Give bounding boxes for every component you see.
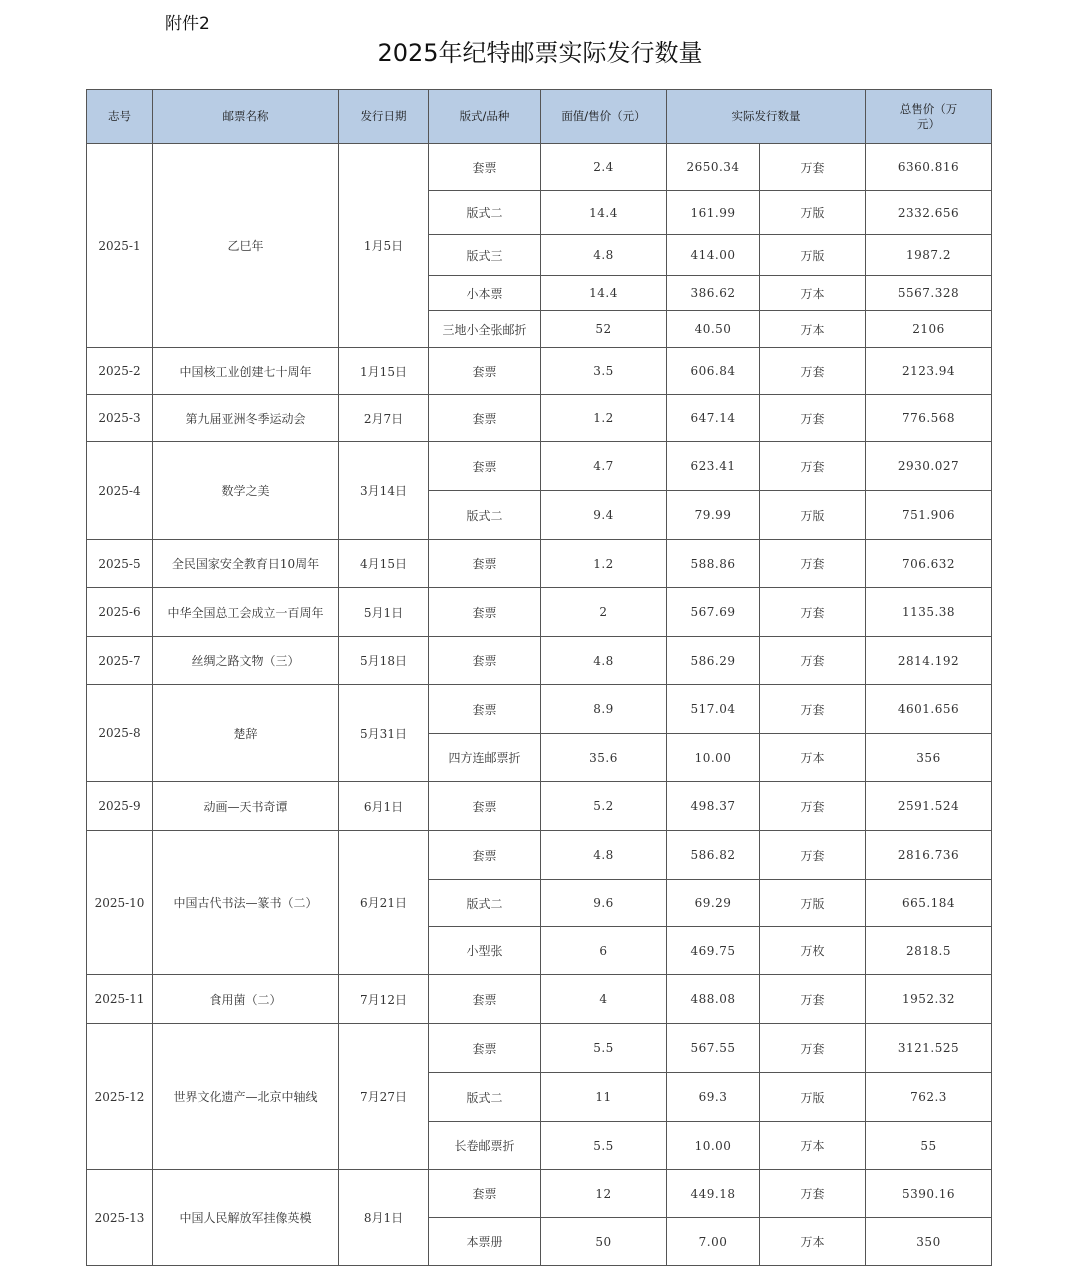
price-cell: 2 [541,588,667,637]
format-cell: 套票 [429,1024,541,1073]
format-cell: 四方连邮票折 [429,734,541,782]
format-cell: 套票 [429,685,541,734]
format-cell: 套票 [429,442,541,491]
stamp-name-cell: 数学之美 [153,442,339,540]
quantity-cell: 40.50 [667,311,760,348]
unit-cell: 万套 [760,442,866,491]
issue-date-cell: 5月1日 [339,588,429,637]
table-row [87,395,992,442]
quantity-cell: 69.29 [667,880,760,927]
format-cell: 版式三 [429,235,541,276]
format-cell: 版式二 [429,491,541,540]
format-cell: 长卷邮票折 [429,1122,541,1170]
total-cell: 2106 [866,311,992,348]
price-cell: 9.4 [541,491,667,540]
unit-cell: 万套 [760,348,866,395]
quantity-cell: 588.86 [667,540,760,588]
stamp-id-cell: 2025-4 [87,442,153,540]
format-cell: 三地小全张邮折 [429,311,541,348]
quantity-cell: 69.3 [667,1073,760,1122]
table-row [87,540,992,588]
price-cell: 14.4 [541,276,667,311]
format-cell: 小型张 [429,927,541,975]
stamp-name-cell: 乙巳年 [153,144,339,348]
format-cell: 小本票 [429,276,541,311]
table-row [87,442,992,491]
unit-cell: 万套 [760,685,866,734]
format-cell: 套票 [429,588,541,637]
format-cell: 版式二 [429,191,541,235]
unit-cell: 万套 [760,782,866,831]
header-date: 发行日期 [339,90,429,144]
total-cell: 2930.027 [866,442,992,491]
price-cell: 5.5 [541,1024,667,1073]
table-row [87,1024,992,1073]
issue-date-cell: 4月15日 [339,540,429,588]
table-row [87,975,992,1024]
stamp-name-cell: 楚辞 [153,685,339,782]
total-cell: 2123.94 [866,348,992,395]
quantity-cell: 567.55 [667,1024,760,1073]
unit-cell: 万枚 [760,927,866,975]
price-cell: 11 [541,1073,667,1122]
stamp-id-cell: 2025-7 [87,637,153,685]
header-id: 志号 [87,90,153,144]
quantity-cell: 10.00 [667,1122,760,1170]
quantity-cell: 586.29 [667,637,760,685]
quantity-cell: 469.75 [667,927,760,975]
issue-date-cell: 7月27日 [339,1024,429,1170]
stamp-id-cell: 2025-1 [87,144,153,348]
issue-date-cell: 8月1日 [339,1170,429,1266]
price-cell: 4.8 [541,235,667,276]
table-row [87,637,992,685]
stamp-id-cell: 2025-10 [87,831,153,975]
stamp-id-cell: 2025-5 [87,540,153,588]
quantity-cell: 488.08 [667,975,760,1024]
quantity-cell: 7.00 [667,1218,760,1266]
issue-date-cell: 1月15日 [339,348,429,395]
stamp-id-cell: 2025-9 [87,782,153,831]
quantity-cell: 161.99 [667,191,760,235]
total-cell: 356 [866,734,992,782]
price-cell: 9.6 [541,880,667,927]
table-row [87,588,992,637]
stamp-name-cell: 丝绸之路文物（三） [153,637,339,685]
total-cell: 5567.328 [866,276,992,311]
stamp-id-cell: 2025-3 [87,395,153,442]
format-cell: 套票 [429,782,541,831]
total-cell: 55 [866,1122,992,1170]
quantity-cell: 386.62 [667,276,760,311]
stamp-issue-table [86,89,992,1266]
issue-date-cell: 5月31日 [339,685,429,782]
unit-cell: 万套 [760,1170,866,1218]
issue-date-cell: 5月18日 [339,637,429,685]
quantity-cell: 647.14 [667,395,760,442]
price-cell: 4.8 [541,831,667,880]
price-cell: 5.2 [541,782,667,831]
stamp-name-cell: 中华全国总工会成立一百周年 [153,588,339,637]
price-cell: 12 [541,1170,667,1218]
format-cell: 套票 [429,975,541,1024]
stamp-id-cell: 2025-12 [87,1024,153,1170]
quantity-cell: 606.84 [667,348,760,395]
issue-date-cell: 1月5日 [339,144,429,348]
format-cell: 套票 [429,348,541,395]
stamp-name-cell: 中国人民解放军挂像英模 [153,1170,339,1266]
quantity-cell: 449.18 [667,1170,760,1218]
price-cell: 4 [541,975,667,1024]
price-cell: 8.9 [541,685,667,734]
total-cell: 706.632 [866,540,992,588]
unit-cell: 万套 [760,975,866,1024]
page-title: 2025年纪特邮票实际发行数量 [377,39,703,67]
price-cell: 2.4 [541,144,667,191]
stamp-id-cell: 2025-6 [87,588,153,637]
header-total [866,90,992,144]
quantity-cell: 414.00 [667,235,760,276]
format-cell: 版式二 [429,880,541,927]
unit-cell: 万套 [760,588,866,637]
issue-date-cell: 7月12日 [339,975,429,1024]
stamp-id-cell: 2025-8 [87,685,153,782]
price-cell: 1.2 [541,540,667,588]
price-cell: 6 [541,927,667,975]
stamp-name-cell: 世界文化遗产—北京中轴线 [153,1024,339,1170]
price-cell: 3.5 [541,348,667,395]
price-cell: 14.4 [541,191,667,235]
unit-cell: 万本 [760,734,866,782]
table-row [87,144,992,191]
total-cell: 2816.736 [866,831,992,880]
table-row [87,782,992,831]
unit-cell: 万套 [760,144,866,191]
header-name: 邮票名称 [153,90,339,144]
price-cell: 4.7 [541,442,667,491]
stamp-name-cell: 第九届亚洲冬季运动会 [153,395,339,442]
total-cell: 1952.32 [866,975,992,1024]
table-row [87,831,992,880]
issue-date-cell: 3月14日 [339,442,429,540]
table-row [87,1170,992,1218]
price-cell: 5.5 [541,1122,667,1170]
quantity-cell: 2650.34 [667,144,760,191]
unit-cell: 万套 [760,831,866,880]
total-cell: 4601.656 [866,685,992,734]
format-cell: 套票 [429,637,541,685]
unit-cell: 万版 [760,191,866,235]
total-cell: 2591.524 [866,782,992,831]
issue-date-cell: 6月1日 [339,782,429,831]
format-cell: 套票 [429,395,541,442]
unit-cell: 万版 [760,1073,866,1122]
unit-cell: 万版 [760,880,866,927]
stamp-id-cell: 2025-2 [87,348,153,395]
issue-date-cell: 2月7日 [339,395,429,442]
price-cell: 1.2 [541,395,667,442]
header-quantity: 实际发行数量 [667,90,866,144]
total-cell: 1987.2 [866,235,992,276]
total-cell: 762.3 [866,1073,992,1122]
quantity-cell: 498.37 [667,782,760,831]
format-cell: 本票册 [429,1218,541,1266]
quantity-cell: 517.04 [667,685,760,734]
format-cell: 套票 [429,831,541,880]
attachment-label: 附件2 [165,14,210,34]
price-cell: 35.6 [541,734,667,782]
total-cell: 2332.656 [866,191,992,235]
unit-cell: 万套 [760,637,866,685]
price-cell: 52 [541,311,667,348]
unit-cell: 万版 [760,491,866,540]
table-row [87,348,992,395]
issue-date-cell: 6月21日 [339,831,429,975]
total-cell: 5390.16 [866,1170,992,1218]
header-price: 面值/售价（元） [541,90,667,144]
total-cell: 2814.192 [866,637,992,685]
unit-cell: 万版 [760,235,866,276]
format-cell: 版式二 [429,1073,541,1122]
total-cell: 665.184 [866,880,992,927]
total-cell: 6360.816 [866,144,992,191]
quantity-cell: 567.69 [667,588,760,637]
total-cell: 1135.38 [866,588,992,637]
format-cell: 套票 [429,1170,541,1218]
unit-cell: 万本 [760,1122,866,1170]
table-header-row [87,90,992,144]
stamp-id-cell: 2025-11 [87,975,153,1024]
stamp-name-cell: 中国核工业创建七十周年 [153,348,339,395]
stamp-name-cell: 中国古代书法—篆书（二） [153,831,339,975]
price-cell: 50 [541,1218,667,1266]
quantity-cell: 586.82 [667,831,760,880]
stamp-id-cell: 2025-13 [87,1170,153,1266]
format-cell: 套票 [429,540,541,588]
unit-cell: 万套 [760,1024,866,1073]
table-body [87,144,992,1266]
unit-cell: 万套 [760,395,866,442]
unit-cell: 万本 [760,276,866,311]
unit-cell: 万套 [760,540,866,588]
header-total-label: 总售价（万元） [899,101,958,131]
format-cell: 套票 [429,144,541,191]
total-cell: 2818.5 [866,927,992,975]
table-row [87,685,992,734]
total-cell: 3121.525 [866,1024,992,1073]
header-format: 版式/品种 [429,90,541,144]
quantity-cell: 623.41 [667,442,760,491]
unit-cell: 万本 [760,311,866,348]
total-cell: 350 [866,1218,992,1266]
stamp-name-cell: 食用菌（二） [153,975,339,1024]
quantity-cell: 79.99 [667,491,760,540]
stamp-name-cell: 动画—天书奇谭 [153,782,339,831]
total-cell: 776.568 [866,395,992,442]
stamp-name-cell: 全民国家安全教育日10周年 [153,540,339,588]
total-cell: 751.906 [866,491,992,540]
price-cell: 4.8 [541,637,667,685]
quantity-cell: 10.00 [667,734,760,782]
unit-cell: 万本 [760,1218,866,1266]
